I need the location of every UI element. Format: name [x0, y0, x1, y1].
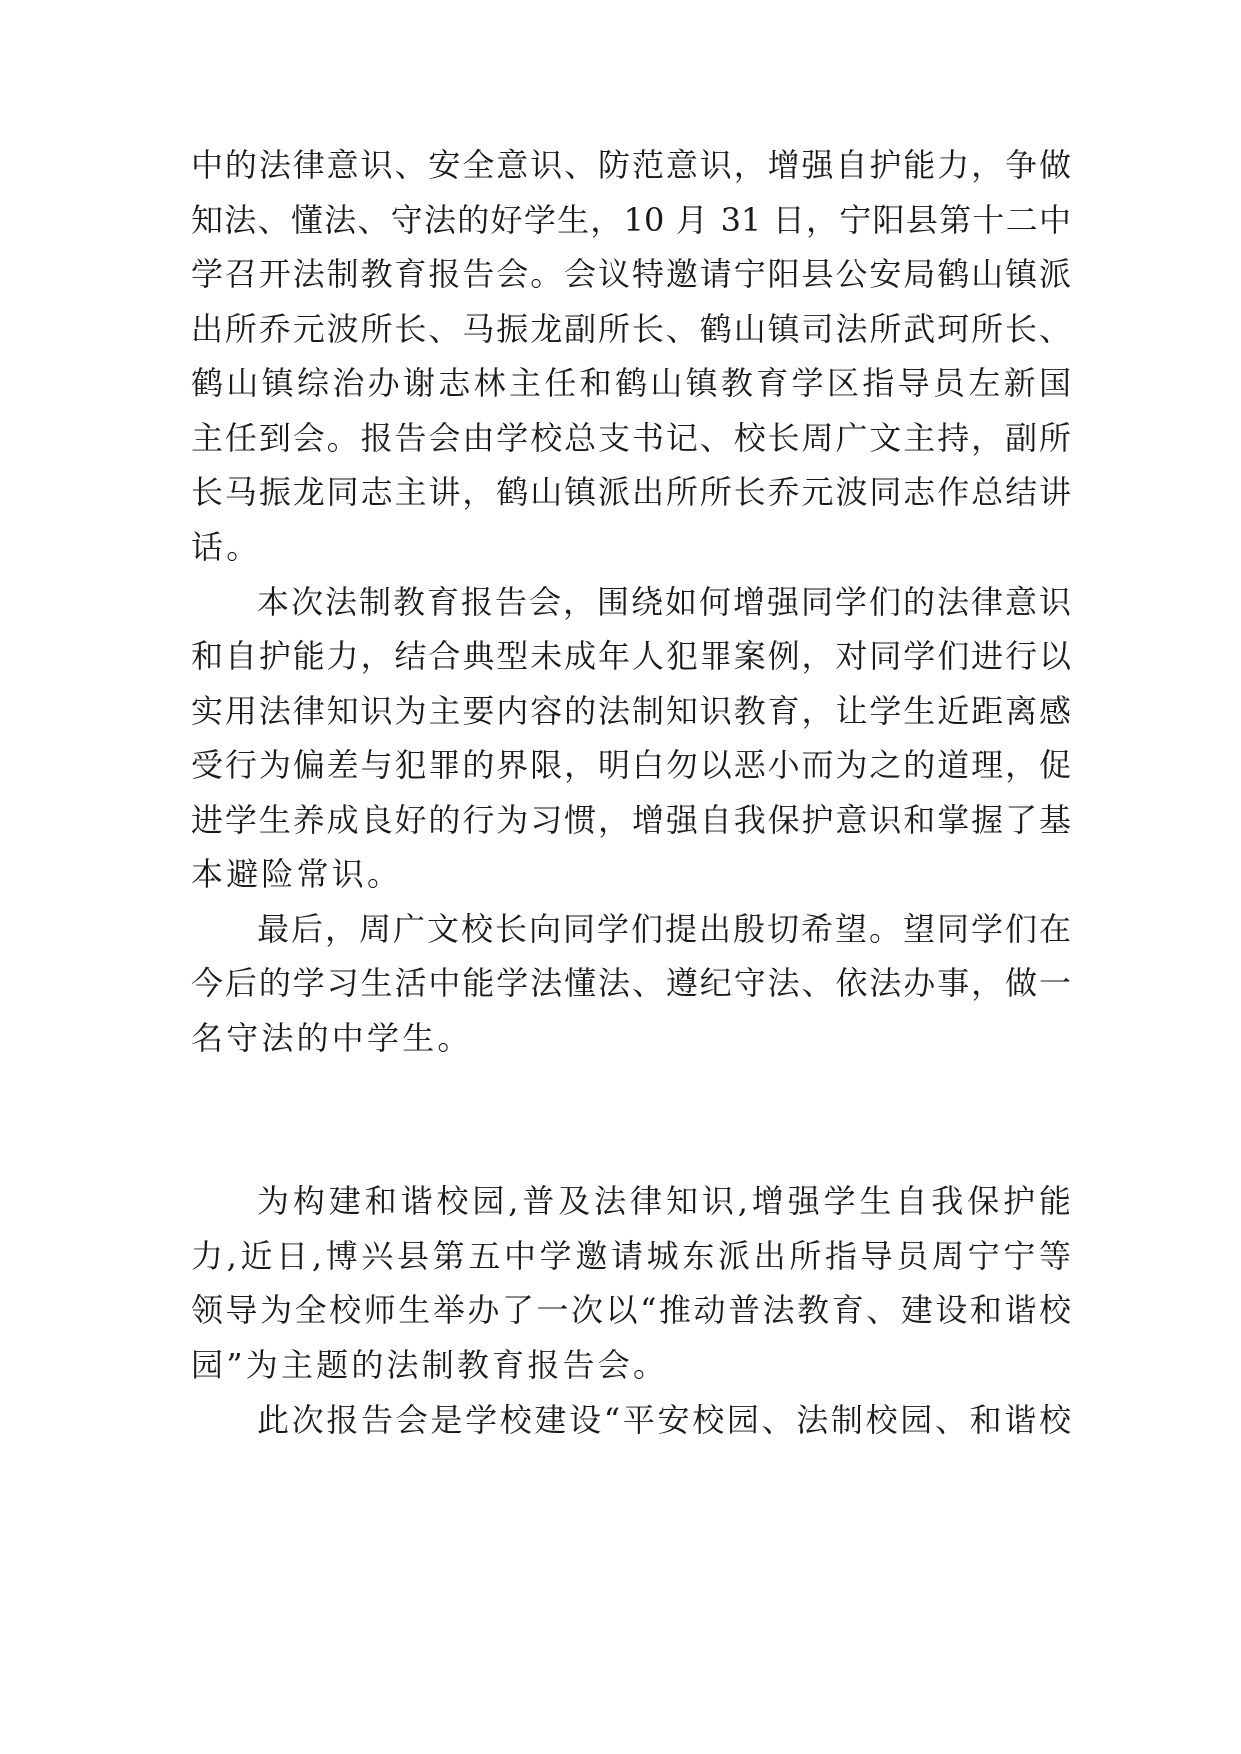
paragraph-line: 本次法制教育报告会，围绕如何增强同学们的法律意识: [257, 583, 1071, 621]
paragraph-line: 中的法律意识、安全意识、防范意识，增强自护能力，争做: [191, 146, 1071, 184]
paragraph-line: 受行为偏差与犯罪的界限，明白勿以恶小而为之的道理，促: [191, 746, 1071, 784]
paragraph-line: 为构建和谐校园,普及法律知识,增强学生自我保护能: [257, 1182, 1071, 1220]
paragraph-line: 学召开法制教育报告会。会议特邀请宁阳县公安局鹤山镇派: [191, 255, 1071, 293]
paragraph-line: 鹤山镇综治办谢志林主任和鹤山镇教育学区指导员左新国: [191, 364, 1071, 402]
paragraph-line: 进学生养成良好的行为习惯，增强自我保护意识和掌握了基: [191, 801, 1071, 839]
paragraph-line: 长马振龙同志主讲，鹤山镇派出所所长乔元波同志作总结讲: [191, 473, 1071, 511]
paragraph-line: 名守法的中学生。: [191, 1019, 473, 1057]
paragraph-line: 力,近日,博兴县第五中学邀请城东派出所指导员周宁宁等: [191, 1237, 1071, 1275]
paragraph-line: 本避险常识。: [191, 855, 403, 893]
paragraph-line: 最后，周广文校长向同学们提出殷切希望。望同学们在: [257, 910, 1071, 948]
paragraph-line: 话。: [191, 528, 262, 566]
paragraph-line: 领导为全校师生举办了一次以“推动普法教育、建设和谐校: [191, 1291, 1071, 1329]
paragraph-line: 今后的学习生活中能学法懂法、遵纪守法、依法办事，做一: [191, 964, 1071, 1002]
paragraph-line: 主任到会。报告会由学校总支书记、校长周广文主持，副所: [191, 419, 1071, 457]
paragraph-line: 出所乔元波所长、马振龙副所长、鹤山镇司法所武珂所长、: [191, 310, 1071, 348]
paragraph-line: 此次报告会是学校建设“平安校园、法制校园、和谐校: [257, 1401, 1071, 1439]
paragraph-line: 园”为主题的法制教育报告会。: [191, 1346, 669, 1384]
paragraph-line: 和自护能力，结合典型未成年人犯罪案例，对同学们进行以: [191, 637, 1071, 675]
paragraph-line: 知法、懂法、守法的好学生，10 月 31 日，宁阳县第十二中: [191, 201, 1071, 239]
paragraph-line: 实用法律知识为主要内容的法制知识教育，让学生近距离感: [191, 692, 1071, 730]
